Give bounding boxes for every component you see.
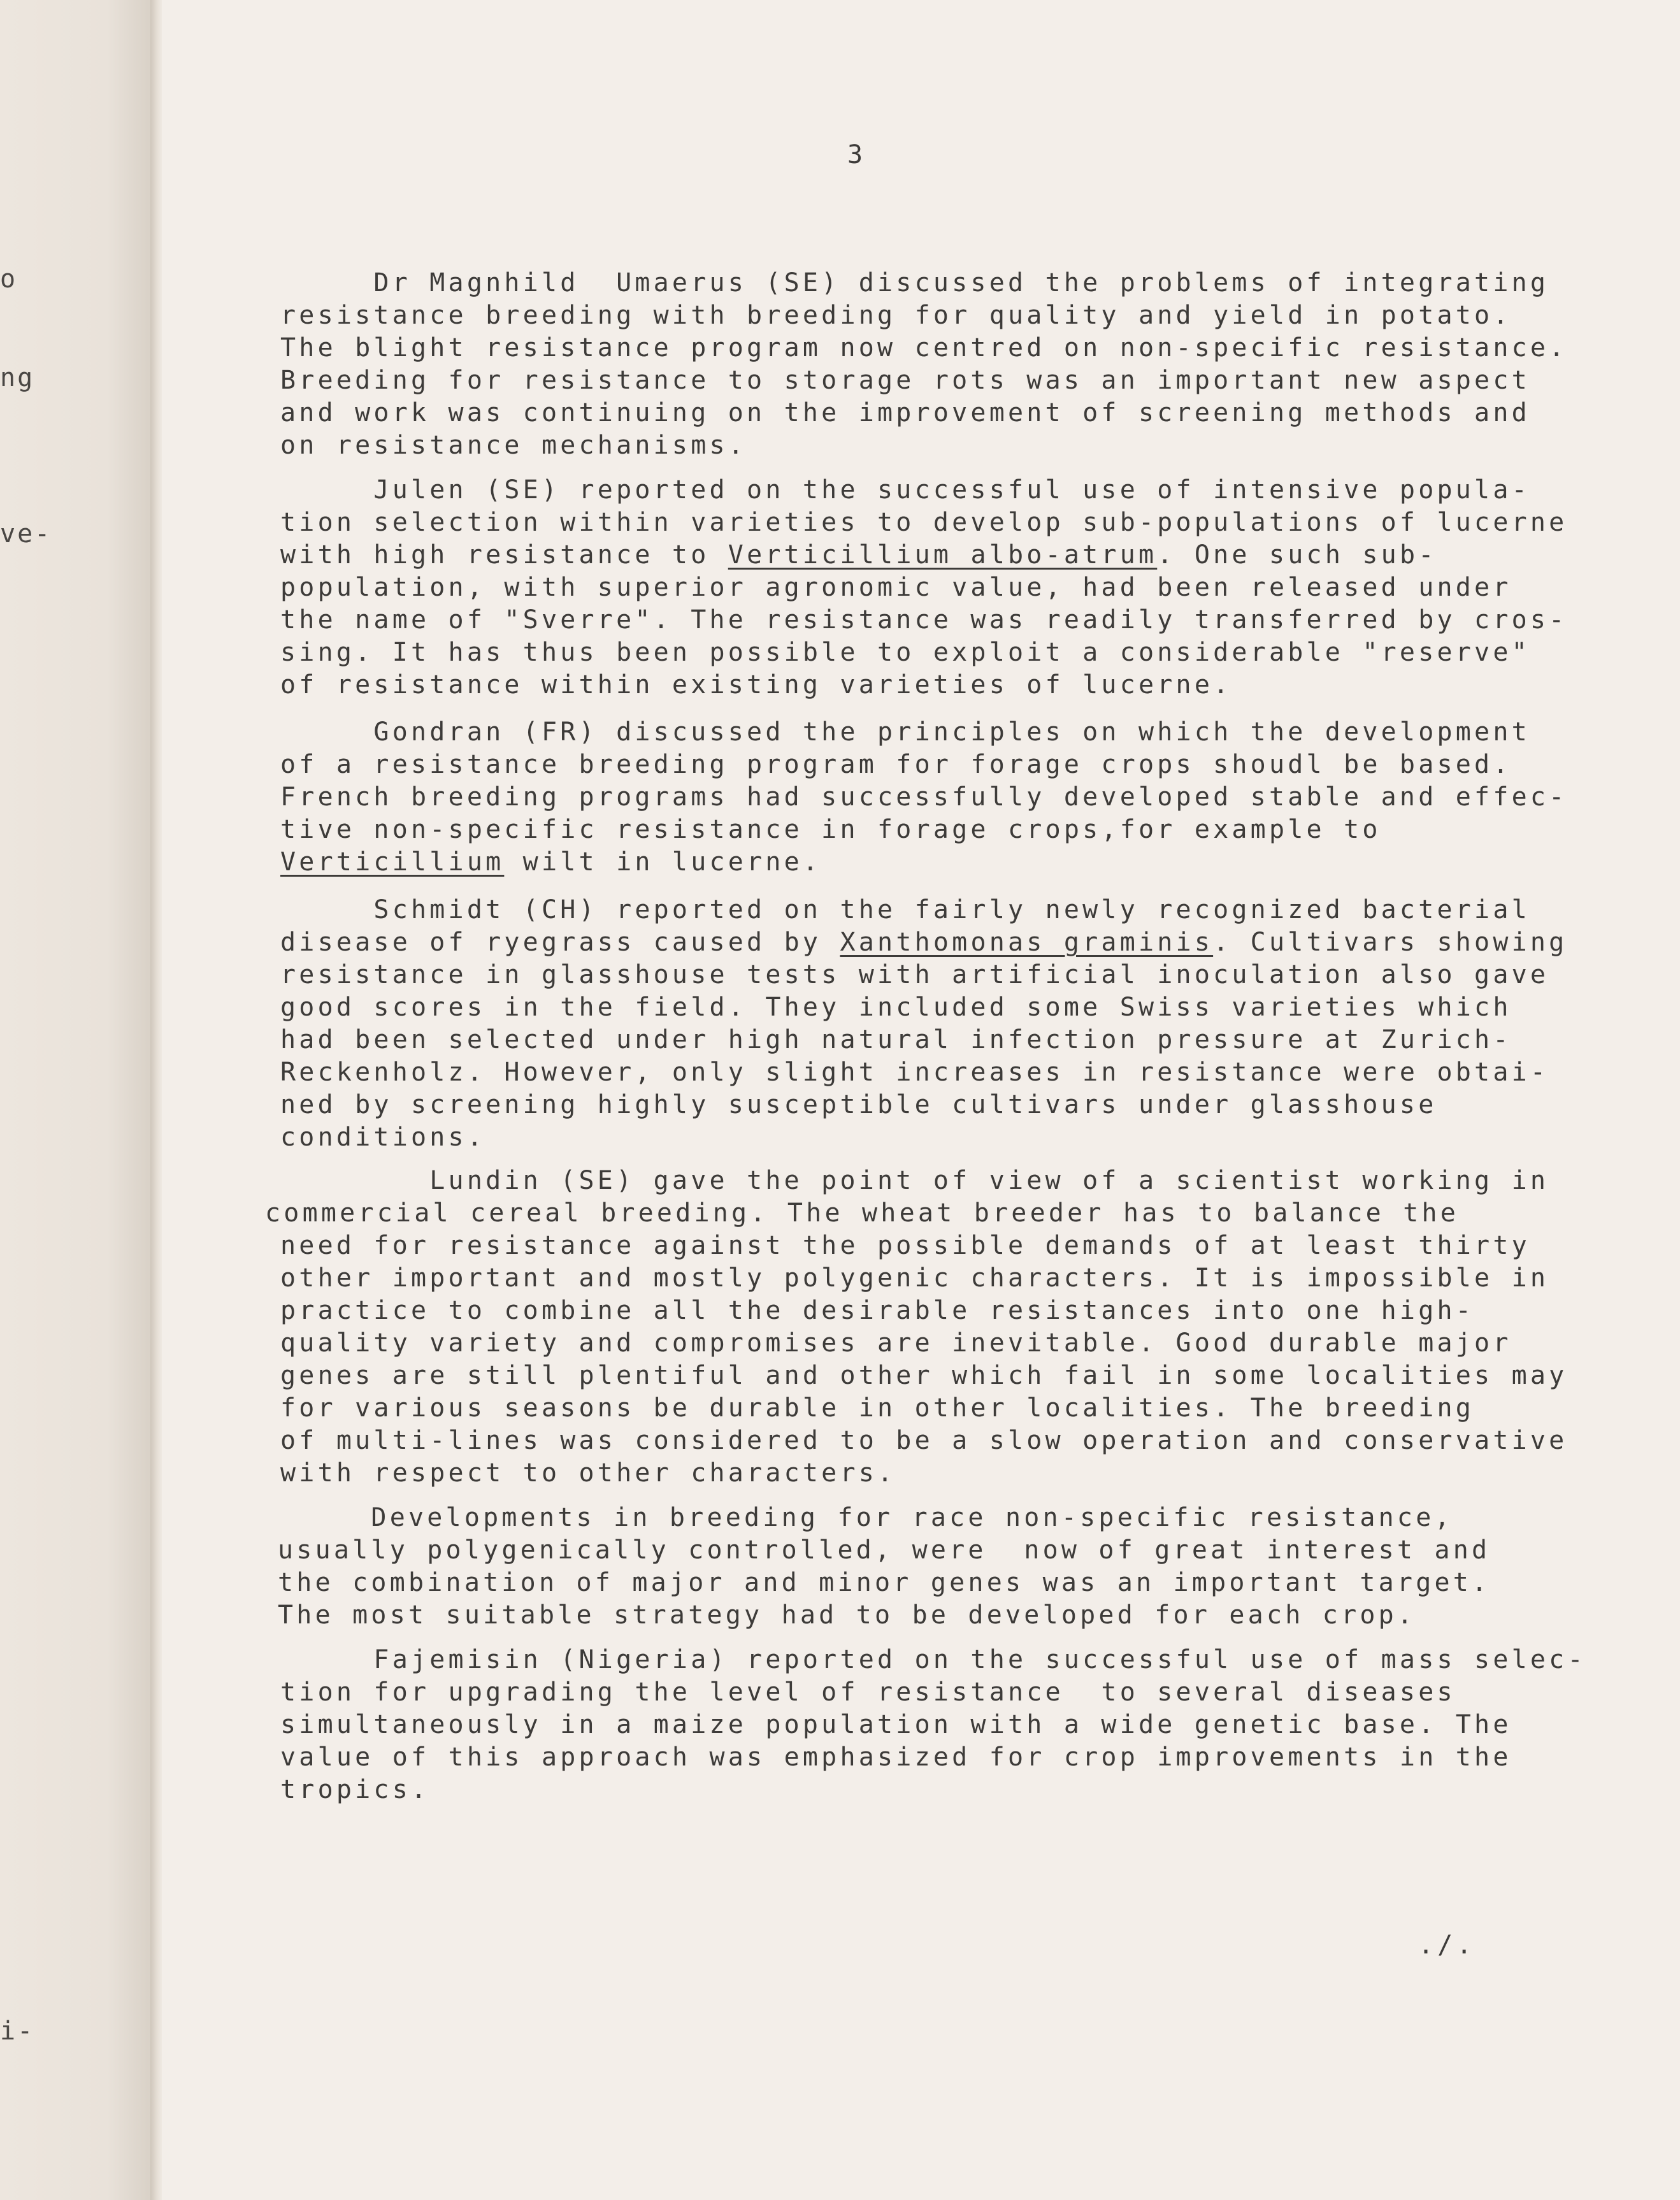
- text-line: need for resistance against the possible demands of at least thirty: [280, 1231, 1530, 1260]
- text-line: usually polygenically controlled, were now of great interest and: [278, 1535, 1491, 1565]
- paragraph-fajemisin: [280, 1644, 1656, 1806]
- text-line: of resistance within existing varieties of lucerne.: [280, 670, 1232, 700]
- text-line: of multi-lines was considered to be a slow operation and conservative: [280, 1426, 1568, 1455]
- text-line: The blight resistance program now centred on non-specific resistance.: [280, 333, 1568, 363]
- text-line: resistance breeding with breeding for quality and yield in potato.: [280, 301, 1512, 330]
- species-name-underlined: Verticillium: [280, 847, 505, 877]
- text-segment: wilt in lucerne.: [504, 847, 822, 877]
- text-line: sing. It has thus been possible to exploit a considerable "reserve": [280, 638, 1530, 667]
- paragraph-lundin: [265, 1165, 1656, 1490]
- text-line: simultaneously in a maize population with a wide genetic base. The: [280, 1710, 1512, 1739]
- text-line: quality variety and compromises are inevitable. Good durable major: [280, 1328, 1512, 1358]
- text-line: tion selection within varieties to develop sub-populations of lucerne: [280, 508, 1568, 537]
- text-line: Dr Magnhild Umaerus (SE) discussed the problems of integrating: [280, 268, 1549, 298]
- page-fold: [150, 0, 162, 2200]
- text-line: on resistance mechanisms.: [280, 431, 747, 460]
- text-line: Schmidt (CH) reported on the fairly newly recognized bacterial: [280, 895, 1530, 924]
- text-line: good scores in the field. They included some Swiss varieties which: [280, 993, 1512, 1022]
- species-name-underlined: Xanthomonas graminis: [840, 928, 1214, 957]
- paragraph-developments: [278, 1502, 1654, 1632]
- paragraph-julen: [280, 474, 1656, 701]
- text-line: Developments in breeding for race non-specific resistance,: [278, 1503, 1453, 1532]
- text-line: commercial cereal breeding. The wheat breeder has to balance the: [265, 1198, 1460, 1228]
- text-line: and work was continuing on the improvement of screening methods and: [280, 398, 1530, 428]
- text-line: French breeding programs had successfully developed stable and effec-: [280, 782, 1568, 812]
- text-line: [280, 926, 1656, 959]
- text-line: ned by screening highly susceptible cultivars under glasshouse: [280, 1090, 1437, 1119]
- margin-fragment: ng: [0, 363, 35, 392]
- text-line: tropics.: [280, 1775, 430, 1804]
- text-line: Breeding for resistance to storage rots was an important new aspect: [280, 366, 1530, 395]
- text-line: genes are still plentiful and other which fail in some localities may: [280, 1361, 1568, 1390]
- species-name-underlined: Verticillium albo-atrum: [728, 540, 1158, 570]
- text-line: Fajemisin (Nigeria) reported on the successful use of mass selec-: [280, 1645, 1586, 1674]
- text-line: [280, 539, 1656, 572]
- text-line: other important and mostly polygenic characters. It is impossible in: [280, 1263, 1549, 1293]
- text-line: Reckenholz. However, only slight increases in resistance were obtai-: [280, 1058, 1549, 1087]
- margin-fragment: o: [0, 264, 18, 294]
- text-segment: . Cultivars showing: [1213, 928, 1568, 957]
- text-line: The most suitable strategy had to be developed for each crop.: [278, 1600, 1416, 1630]
- margin-fragment: ve-: [0, 519, 52, 549]
- text-line: of a resistance breeding program for forage crops shoudl be based.: [280, 750, 1512, 779]
- text-segment: . One such sub-: [1157, 540, 1437, 570]
- text-line: resistance in glasshouse tests with artificial inoculation also gave: [280, 960, 1549, 989]
- text-line: the combination of major and minor genes was an important target.: [278, 1568, 1491, 1597]
- text-line: for various seasons be durable in other localities. The breeding: [280, 1393, 1475, 1423]
- continuation-mark: ./.: [1418, 1930, 1476, 1960]
- text-line: with respect to other characters.: [280, 1458, 896, 1488]
- text-segment: with high resistance to: [280, 540, 728, 570]
- paragraph-gondran: [280, 716, 1656, 879]
- page-number: 3: [847, 140, 865, 169]
- text-line: Gondran (FR) discussed the principles on which the development: [280, 717, 1530, 747]
- text-line: population, with superior agronomic value, had been released under: [280, 573, 1512, 602]
- text-line: value of this approach was emphasized for crop improvements in the: [280, 1743, 1512, 1772]
- paragraph-umaerus: [280, 267, 1656, 462]
- text-line: Julen (SE) reported on the successful use of intensive popula-: [280, 475, 1530, 505]
- text-segment: disease of ryegrass caused by: [280, 928, 840, 957]
- text-line: Lundin (SE) gave the point of view of a scientist working in: [280, 1166, 1549, 1195]
- text-line: conditions.: [280, 1123, 486, 1152]
- text-line: had been selected under high natural infection pressure at Zurich-: [280, 1025, 1512, 1054]
- margin-fragment: i-: [0, 2017, 35, 2046]
- paragraph-schmidt: [280, 894, 1656, 1154]
- text-line: tive non-specific resistance in forage crops,for example to: [280, 815, 1381, 844]
- text-line: tion for upgrading the level of resistance to several diseases: [280, 1678, 1456, 1707]
- previous-page-edge: [0, 0, 153, 2200]
- text-line: [280, 846, 1656, 879]
- text-line: practice to combine all the desirable resistances into one high-: [280, 1296, 1475, 1325]
- text-line: the name of "Sverre". The resistance was readily transferred by cros-: [280, 605, 1568, 635]
